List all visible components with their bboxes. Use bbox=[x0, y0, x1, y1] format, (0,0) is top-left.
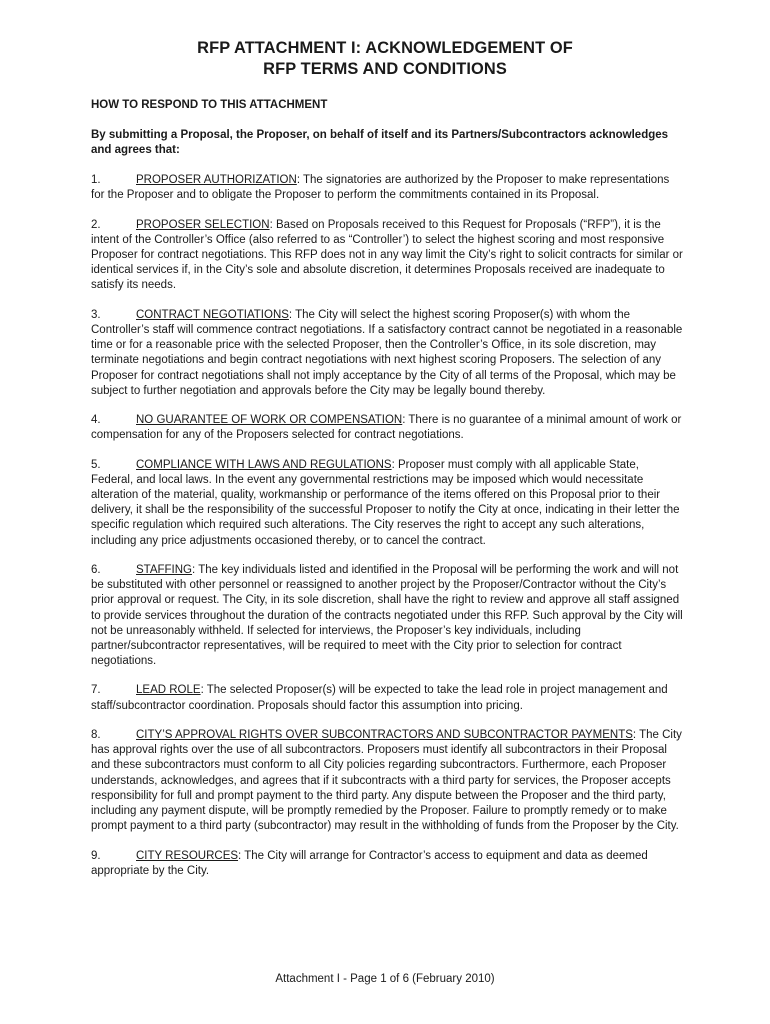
item-text: The City will arrange for Contractor’s access to equipment and data as deemed appropriate by the City. bbox=[91, 849, 648, 877]
term-item-3 bbox=[91, 308, 684, 399]
item-heading: PROPOSER SELECTION bbox=[136, 219, 270, 232]
page-footer: Attachment I - Page 1 of 6 (February 2010) bbox=[275, 973, 495, 985]
item-number: 2. bbox=[91, 219, 101, 232]
item-number: 6. bbox=[91, 564, 101, 577]
item-separator: : bbox=[632, 729, 640, 742]
item-heading: STAFFING bbox=[136, 564, 193, 577]
item-separator: : bbox=[269, 219, 276, 232]
term-item-4 bbox=[91, 413, 684, 443]
term-item-8 bbox=[91, 728, 684, 834]
item-text: The City will select the highest scoring Proposer(s) with whom the Controller’s staff will commence contract negotiations. If a satisfactory contract cannot be negotiated in a reasonable time or for a reasonable price with the selected Proposer, then the Controller’s Office, in its sole discretion, may terminate negotiations and begin contract negotiations with next highest scoring Proposers. The selection of any Proposer for contract negotiations shall not imply acceptance by the City of all terms of the Proposal, which may be subject to further negotiation and approvals before the City may be legally bound thereby. bbox=[91, 309, 683, 397]
item-text: The signatories are authorized by the Proposer to make representations for the Proposer and to obligate the Proposer to perform the commitments contained in its Proposal. bbox=[91, 174, 670, 202]
item-heading: CONTRACT NEGOTIATIONS bbox=[136, 309, 289, 322]
item-number: 7. bbox=[91, 684, 101, 697]
item-separator: : bbox=[200, 684, 207, 697]
item-text: The key individuals listed and identified in the Proposal will be performing the work and will not be substituted with other personnel or reassigned to another project by the Proposer/Contractor without the City’s prior approval or request. The City, in its sole discretion, shall have the right to review and approve all staff assigned to provide services throughout the duration of the contracts negotiated under this RFP. Such approval by the City will not be unreasonably withheld. If selected for interviews, the Proposer’s key individuals, including partner/subcontractor representatives, will be required to meet with the City prior to selection for contract negotiations. bbox=[91, 564, 683, 667]
item-text: Based on Proposals received to this Request for Proposals (“RFP”), it is the intent of the Controller’s Office (also referred to as “Controller’) to select the highest scoring and most responsive Proposer for contract negotiations. This RFP does not in any way limit the City’s right to solicit contracts for similar or identical services if, in the City’s sole and absolute discretion, it determines Proposals received are inadequate to satisfy its needs. bbox=[91, 219, 683, 292]
item-heading: NO GUARANTEE OF WORK OR COMPENSATION bbox=[136, 414, 403, 427]
item-separator: : bbox=[192, 564, 199, 577]
intro-paragraph: By submitting a Proposal, the Proposer, on behalf of itself and its Partners/Subcontractors acknowledges and agrees that: bbox=[91, 129, 669, 157]
item-heading: COMPLIANCE WITH LAWS AND REGULATIONS bbox=[136, 459, 392, 472]
item-number: 3. bbox=[91, 309, 101, 322]
item-heading: CITY’S APPROVAL RIGHTS OVER SUBCONTRACTORS AND SUBCONTRACTOR PAYMENTS bbox=[136, 729, 633, 742]
item-number: 1. bbox=[91, 174, 101, 187]
item-separator: : bbox=[391, 459, 398, 472]
item-heading: PROPOSER AUTHORIZATION bbox=[136, 174, 297, 187]
term-item-5 bbox=[91, 458, 684, 549]
item-number: 8. bbox=[91, 729, 101, 742]
item-number: 5. bbox=[91, 459, 101, 472]
term-item-9 bbox=[91, 849, 684, 879]
item-number: 4. bbox=[91, 414, 101, 427]
term-item-2 bbox=[91, 218, 684, 293]
title-line-1: RFP ATTACHMENT I: ACKNOWLEDGEMENT OF bbox=[197, 39, 573, 57]
item-separator: : bbox=[238, 849, 245, 862]
item-number: 9. bbox=[91, 849, 101, 862]
item-heading: CITY RESOURCES bbox=[136, 849, 239, 862]
document-body bbox=[91, 98, 684, 893]
item-separator: : bbox=[296, 174, 303, 187]
term-item-1 bbox=[91, 173, 684, 203]
document-title bbox=[0, 38, 770, 80]
item-text: There is no guarantee of a minimal amount of work or compensation for any of the Proposers selected for contract negotiations. bbox=[91, 414, 682, 442]
item-heading: LEAD ROLE bbox=[136, 684, 201, 697]
item-text: Proposer must comply with all applicable State, Federal, and local laws. In the event any governmental restrictions may be imposed which would necessitate alteration of the material, quality, workmanship or performance of the items offered on this Proposal prior to their delivery, it shall be the responsibility of the successful Proposer to notify the City at once, indicating in their letter the specific regulation which required such alterations. The City reserves the right to accept any such alterations, including any price adjustments occasioned thereby, or to cancel the contract. bbox=[91, 459, 680, 547]
term-item-7 bbox=[91, 683, 684, 713]
item-text: The selected Proposer(s) will be expected to take the lead role in project management and staff/subcontractor coordination. Proposals should factor this assumption into pricing. bbox=[91, 684, 668, 712]
term-item-6 bbox=[91, 563, 684, 669]
item-text: The City has approval rights over the use of all subcontractors. Proposers must identify all subcontractors in their Proposal and these subcontractors must conform to all City policies regarding subcontractors. Furthermore, each Proposer understands, acknowledges, and agrees that if it subcontracts with a third party for services, the Proposer accepts responsibility for full and prompt payment to the third party. Any dispute between the Proposer and the third party, including any payment dispute, will be promptly remedied by the Proposer. Failure to promptly remedy or to make prompt payment to a third party (subcontractor) may result in the withholding of funds from the Proposer by the City. bbox=[91, 729, 682, 832]
item-separator: : bbox=[402, 414, 409, 427]
item-separator: : bbox=[288, 309, 296, 322]
title-line-2: RFP TERMS AND CONDITIONS bbox=[263, 60, 507, 78]
respond-heading: HOW TO RESPOND TO THIS ATTACHMENT bbox=[91, 99, 328, 111]
